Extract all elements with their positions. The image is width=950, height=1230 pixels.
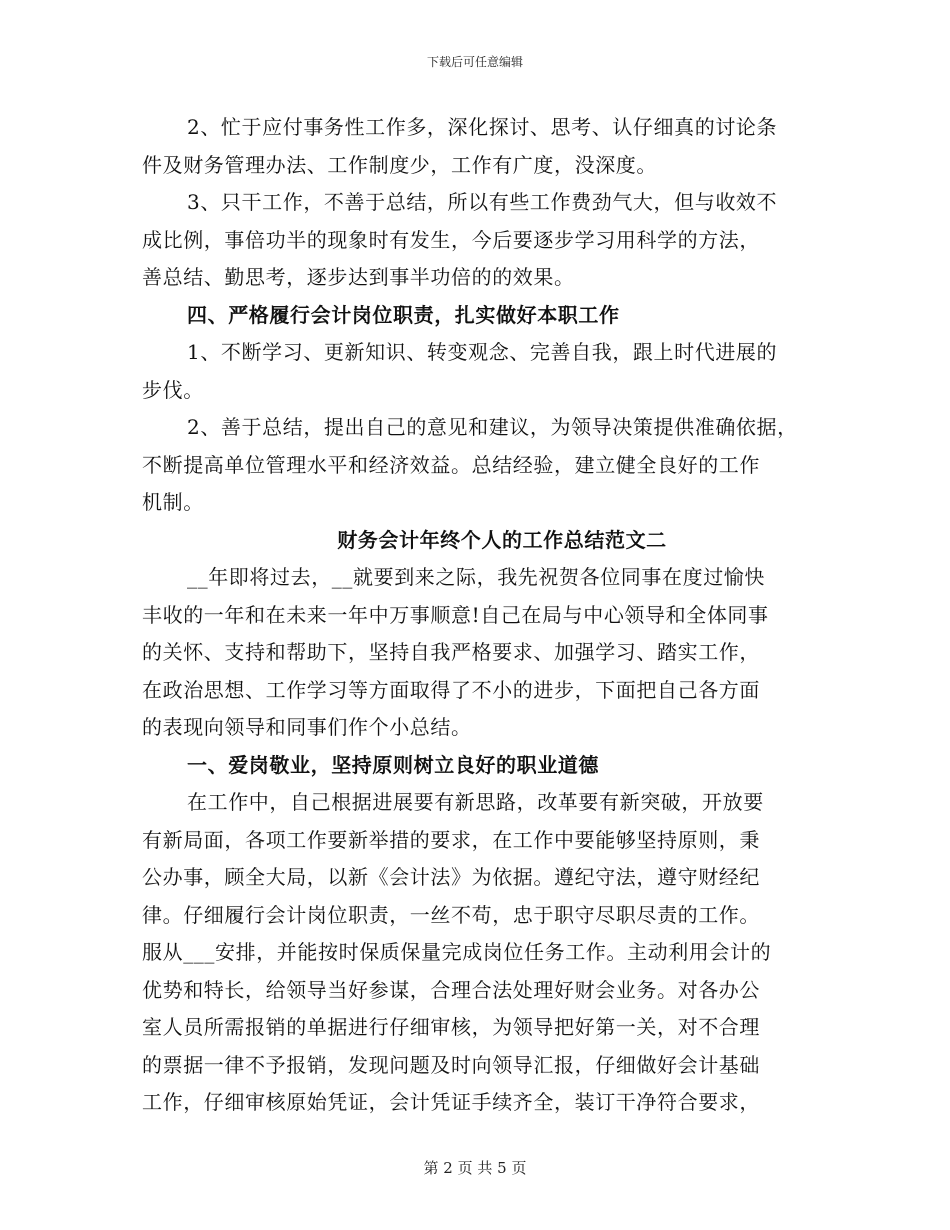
section-heading: 四、严格履行会计岗位职责，扎实做好本职工作 [187,302,620,327]
section-heading: 一、爱岗敬业，坚持原则树立良好的职业道德 [187,752,599,777]
paragraph-line: 工作，仔细审核原始凭证，会计凭证手续齐全，装订干净符合要求， [142,1090,760,1114]
paragraph-line: __年即将过去，__就要到来之际，我先祝贺各位同事在度过愉快 [187,565,765,589]
paragraph-line: 室人员所需报销的单据进行仔细审核，为领导把好第一关，对不合理 [142,1015,760,1039]
document-title: 财务会计年终个人的工作总结范文二 [337,527,667,552]
paragraph-line: 在政治思想、工作学习等方面取得了不小的进步，下面把自己各方面 [142,677,760,702]
paragraph-line: 步伐。 [142,377,204,402]
paragraph-line: 有新局面，各项工作要新举措的要求，在工作中要能够坚持原则，秉 [142,827,760,852]
document-body [142,109,822,1122]
paragraph-line: 在工作中，自己根据进展要有新思路，改革要有新突破，开放要 [187,790,764,814]
paragraph-line: 成比例，事倍功半的现象时有发生，今后要逐步学习用科学的方法， [142,227,760,252]
paragraph-line: 1、不断学习、更新知识、转变观念、完善自我，跟上时代进展的 [187,340,778,364]
paragraph-line: 善总结、勤思考，逐步达到事半功倍的的效果。 [142,265,575,289]
paragraph-line: 不断提高单位管理水平和经济效益。总结经验，建立健全良好的工作 [142,452,760,477]
paragraph-line: 3、只干工作，不善于总结，所以有些工作费劲气大，但与收效不 [187,190,778,214]
page-number-footer: 第 2 页 共 5 页 [423,1159,527,1177]
paragraph-line: 律。仔细履行会计岗位职责，一丝不苟，忠于职守尽职尽责的工作。 [142,902,760,927]
paragraph-line: 的票据一律不予报销，发现问题及时向领导汇报，仔细做好会计基础 [142,1052,760,1077]
paragraph-line: 丰收的一年和在未来一年中万事顺意!自己在局与中心领导和全体同事 [142,602,769,627]
page-header-note: 下载后可任意编辑 [426,55,523,69]
paragraph-line: 机制。 [142,490,204,514]
paragraph-line: 公办事，顾全大局，以新《会计法》为依据。遵纪守法，遵守财经纪 [142,865,760,889]
paragraph-line: 的关怀、支持和帮助下，坚持自我严格要求、加强学习、踏实工作， [142,640,760,664]
paragraph-line: 件及财务管理办法、工作制度少，工作有广度，没深度。 [142,152,657,177]
paragraph-line: 优势和特长，给领导当好参谋，合理合法处理好财会业务。对各办公 [142,977,760,1002]
paragraph-line: 服从___安排，并能按时保质保量完成岗位任务工作。主动利用会计的 [142,940,772,964]
paragraph-line: 2、善于总结，提出自己的意见和建议，为领导决策提供准确依据， [187,415,798,439]
paragraph-line: 的表现向领导和同事们作个小总结。 [142,715,472,739]
paragraph-line: 2、忙于应付事务性工作多，深化探讨、思考、认仔细真的讨论条 [187,115,778,139]
